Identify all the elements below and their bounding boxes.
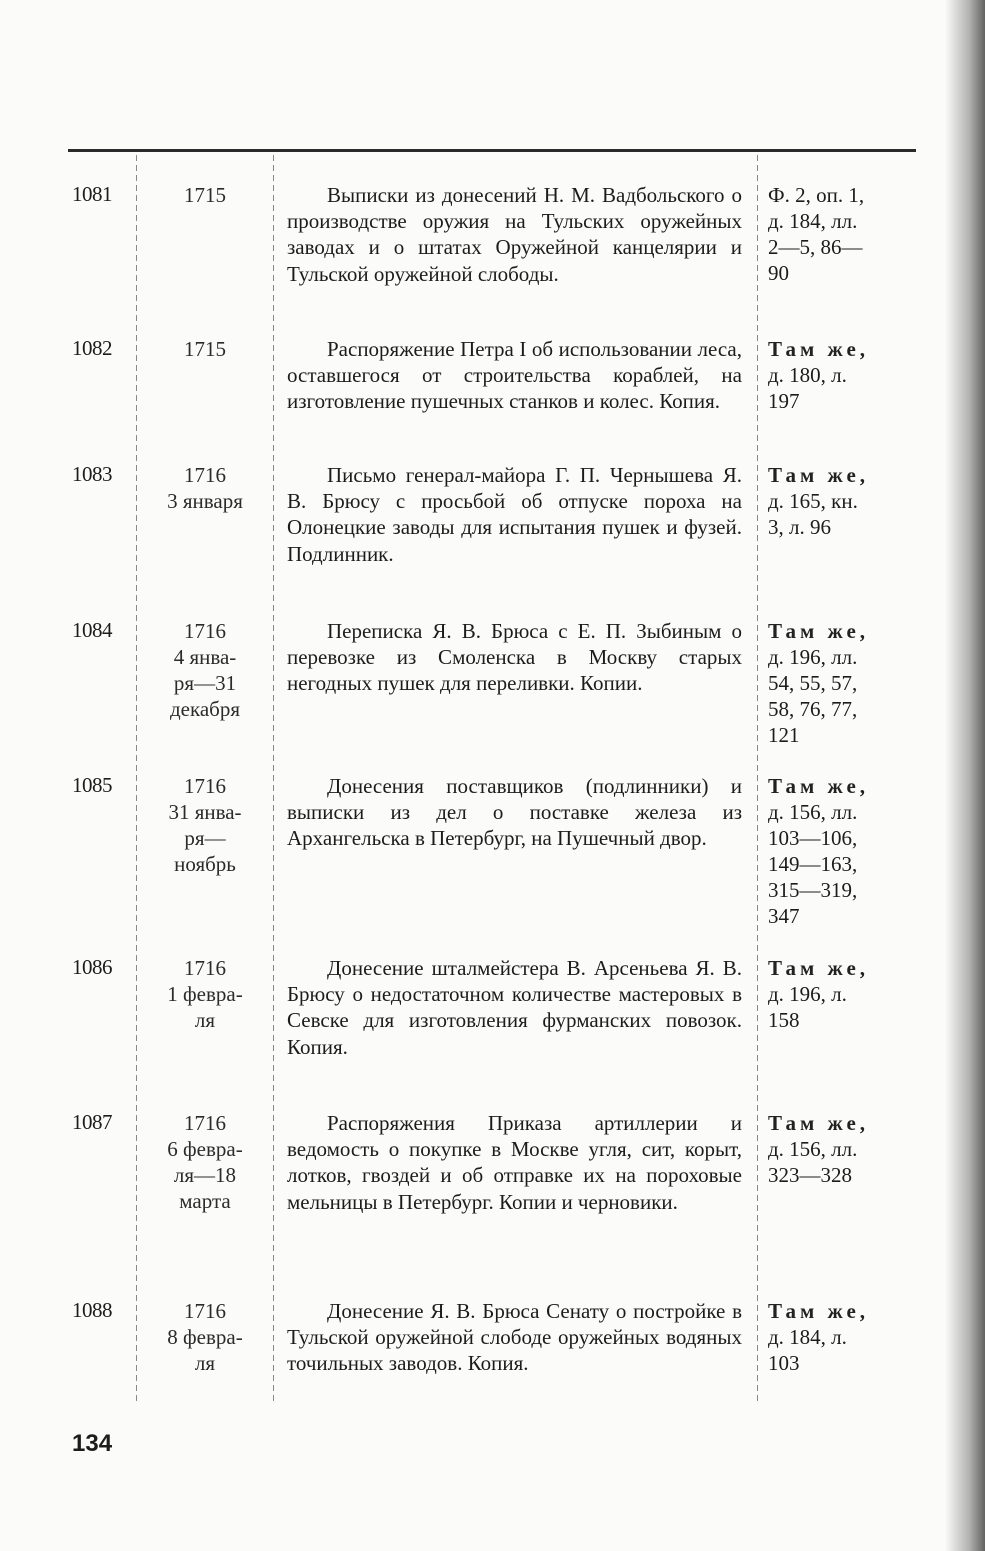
entry-reference: Там же, д. 156, лл. 103—106, 149—163, 315—319, 347 [768,774,870,928]
entry-reference: Там же, д. 184, л. 103 [768,1299,870,1375]
entry-date: 1716 1 февра- ля [167,956,243,1032]
entry-description: Выписки из донесений Н. М. Вадбольского о производстве оружия на Тульских оружейных заводах и о штатах Оружейной канцелярии и Тульской оружейной слободы. [287,183,742,286]
entry-date: 1716 31 янва- ря— ноябрь [168,774,242,876]
entry-number: 1082 [72,336,112,360]
entry-number: 1088 [72,1298,112,1322]
entry-number: 1086 [72,955,112,979]
entry-description: Переписка Я. В. Брюса с Е. П. Зыбиным о перевозке из Смоленска в Москву старых негодных пушек для переливки. Копии. [287,619,742,696]
entry-description: Донесение Я. В. Брюса Сенату о постройке в Тульской оружейной слободе оружейных водяных точильных заводов. Копия. [287,1299,742,1376]
entry-number: 1081 [72,182,112,206]
entry-description: Письмо генерал-майора Г. П. Чернышева Я. В. Брюсу с просьбой об отпуске пороха на Олонецкие заводы для испытания пушек и фузей. Подлинник. [287,463,742,566]
entry-number: 1084 [72,618,112,642]
entry-date: 1716 8 февра- ля [167,1299,243,1375]
entry-date: 1715 [184,337,226,361]
entry-description: Распоряжения Приказа артиллерии и ведомость о покупке в Москве угля, сит, корыт, лотков, гвоздей и об отправке их на пороховые мельницы в Петербург. Копии и черновики. [287,1111,742,1214]
entry-date: 1715 [184,183,226,207]
entry-date: 1716 6 февра- ля—18 марта [167,1111,243,1213]
column-divider [273,155,274,1405]
entry-reference: Там же, д. 196, л. 158 [768,956,870,1032]
entry-description: Донесение шталмейстера В. Арсеньева Я. В. Брюсу о недостаточном количестве мастеровых в Севске для изготовления фурманских повозок. Копия. [287,956,742,1059]
entry-number: 1087 [72,1110,112,1134]
entry-reference: Там же, д. 156, лл. 323—328 [768,1111,870,1187]
entry-description: Донесения поставщиков (подлинники) и выписки из дел о поставке железа из Архангельска в Петербург, на Пушечный двор. [287,774,742,851]
table-top-rule [68,149,916,152]
entry-date: 1716 4 янва- ря—31 декабря [169,619,241,721]
column-divider [757,155,758,1405]
entry-reference: Ф. 2, оп. 1, д. 184, лл. 2—5, 86— 90 [768,183,865,285]
entry-reference: Там же, д. 165, кн. 3, л. 96 [768,463,870,539]
page-edge-shadow [945,0,985,1551]
entry-number: 1085 [72,773,112,797]
entry-reference: Там же, д. 180, л. 197 [768,337,870,413]
column-divider [136,155,137,1405]
entry-reference: Там же, д. 196, лл. 54, 55, 57, 58, 76, 77, 121 [768,619,870,747]
entry-date: 1716 3 января [167,463,243,513]
entry-description: Распоряжение Петра I об использовании леса, оставшегося от строительства кораблей, на изготовление пушечных станков и колес. Копия. [287,337,742,414]
page-number: 134 [72,1430,113,1457]
entry-number: 1083 [72,462,112,486]
